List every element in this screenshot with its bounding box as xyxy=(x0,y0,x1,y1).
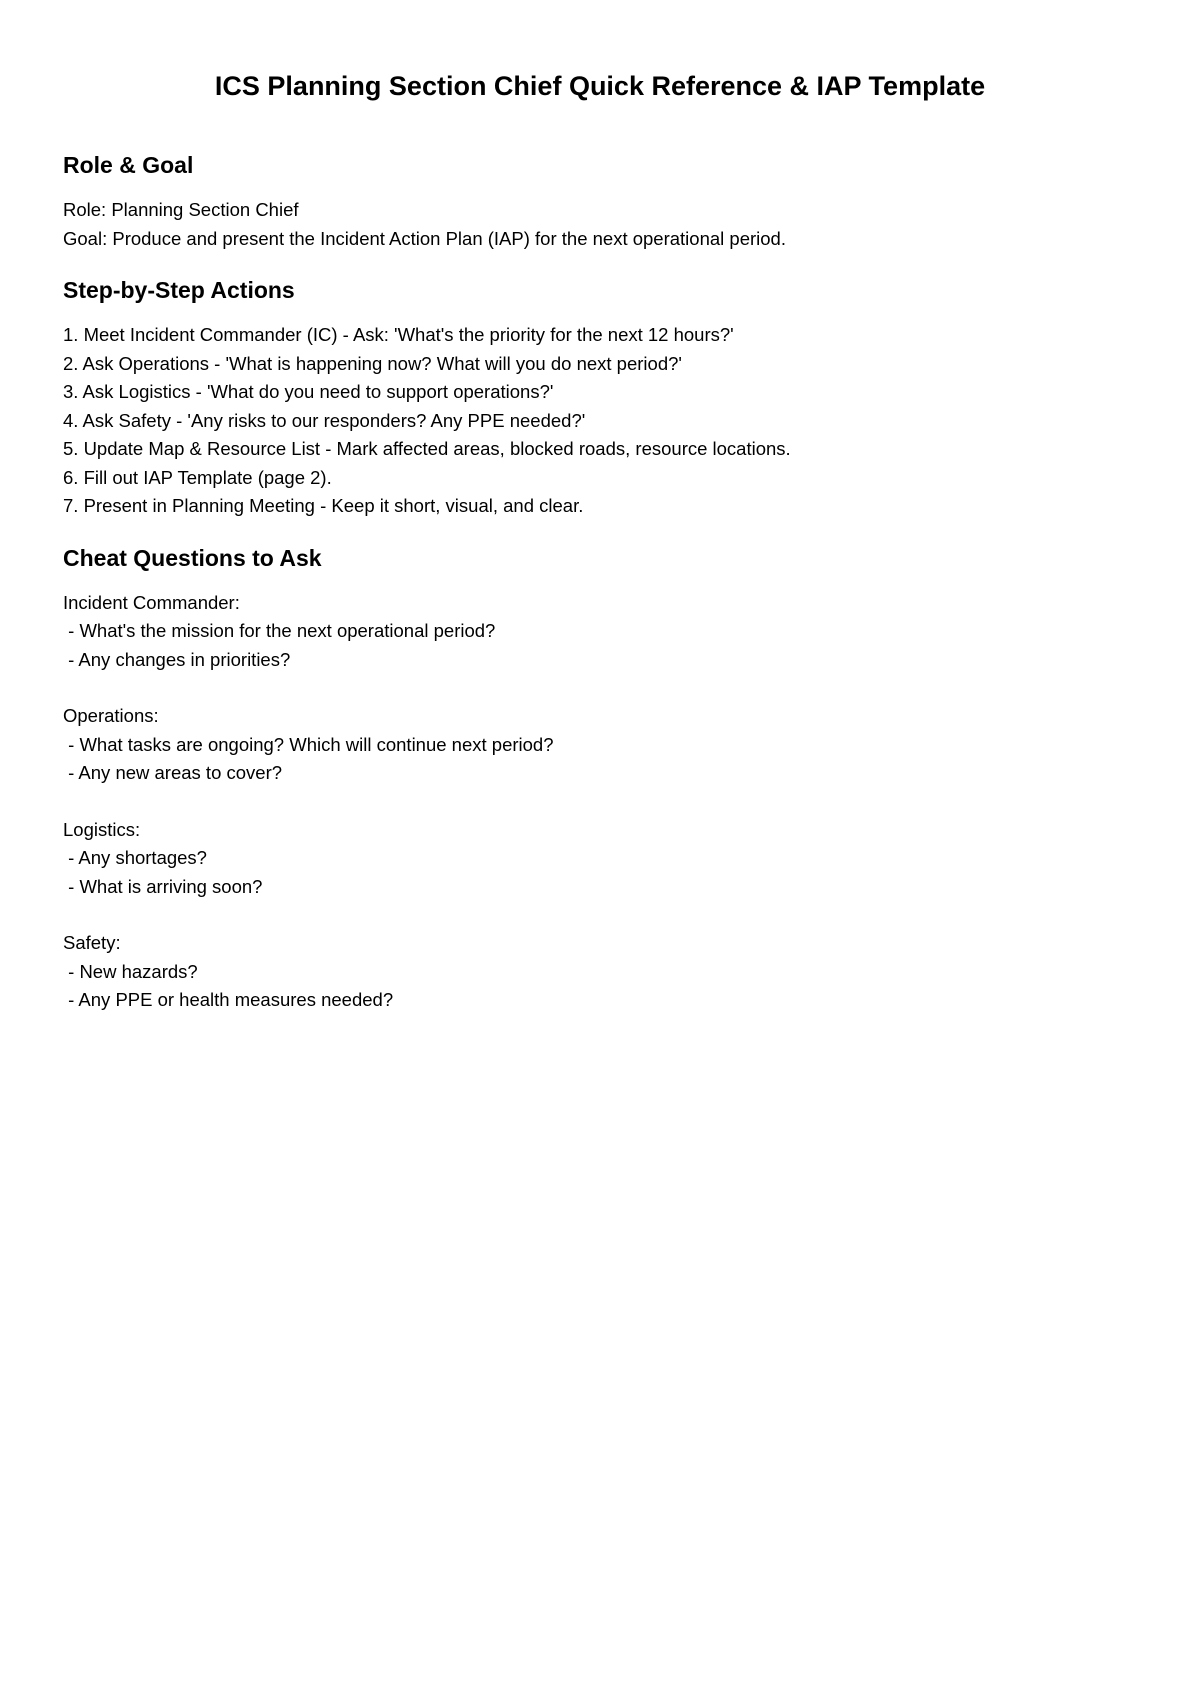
question-item: - What is arriving soon? xyxy=(63,875,263,897)
question-item: - Any PPE or health measures needed? xyxy=(63,989,394,1010)
step-item: 7. Present in Planning Meeting - Keep it short, visual, and clear. xyxy=(63,495,584,516)
question-item: - What's the mission for the next operational period? xyxy=(63,620,496,641)
steps-list xyxy=(63,321,1143,521)
step-item: 1. Meet Incident Commander (IC) - Ask: 'What's the priority for the next 12 hours?' xyxy=(63,324,734,345)
role-goal-heading: Role & Goal xyxy=(63,152,194,178)
step-item: 5. Update Map & Resource List - Mark affected areas, blocked roads, resource locations. xyxy=(63,438,791,459)
question-group-label: Operations: xyxy=(63,705,159,726)
questions-section xyxy=(63,541,1143,1015)
question-group-operations xyxy=(63,702,1143,788)
steps-heading: Step-by-Step Actions xyxy=(63,277,295,303)
questions-groups xyxy=(63,589,1143,1015)
questions-heading: Cheat Questions to Ask xyxy=(63,544,322,571)
step-item: 4. Ask Safety - 'Any risks to our responders? Any PPE needed?' xyxy=(63,409,586,431)
question-item: - Any changes in priorities? xyxy=(63,648,291,670)
document-content xyxy=(63,148,1143,1035)
question-item: - Any new areas to cover? xyxy=(63,762,283,783)
goal-line: Goal: Produce and present the Incident Action Plan (IAP) for the next operational period. xyxy=(63,227,786,249)
question-group-safety xyxy=(63,929,1143,1015)
question-item: - New hazards? xyxy=(63,960,198,982)
role-goal-lines xyxy=(63,196,1143,253)
question-group-incident-commander xyxy=(63,589,1143,675)
role-goal-section xyxy=(63,148,1143,253)
document-title: ICS Planning Section Chief Quick Reference & IAP Template xyxy=(214,71,986,101)
question-group-label: Safety: xyxy=(63,932,121,953)
question-item: - What tasks are ongoing? Which will continue next period? xyxy=(63,733,554,755)
step-item: 6. Fill out IAP Template (page 2). xyxy=(63,466,332,488)
step-item: 3. Ask Logistics - 'What do you need to support operations?' xyxy=(63,381,554,402)
role-line: Role: Planning Section Chief xyxy=(63,199,299,220)
question-group-logistics xyxy=(63,816,1143,902)
step-item: 2. Ask Operations - 'What is happening now? What will you do next period?' xyxy=(63,352,682,374)
question-item: - Any shortages? xyxy=(63,847,207,868)
question-group-label: Logistics: xyxy=(63,818,141,840)
question-group-label: Incident Commander: xyxy=(63,591,240,613)
steps-section xyxy=(63,273,1143,521)
